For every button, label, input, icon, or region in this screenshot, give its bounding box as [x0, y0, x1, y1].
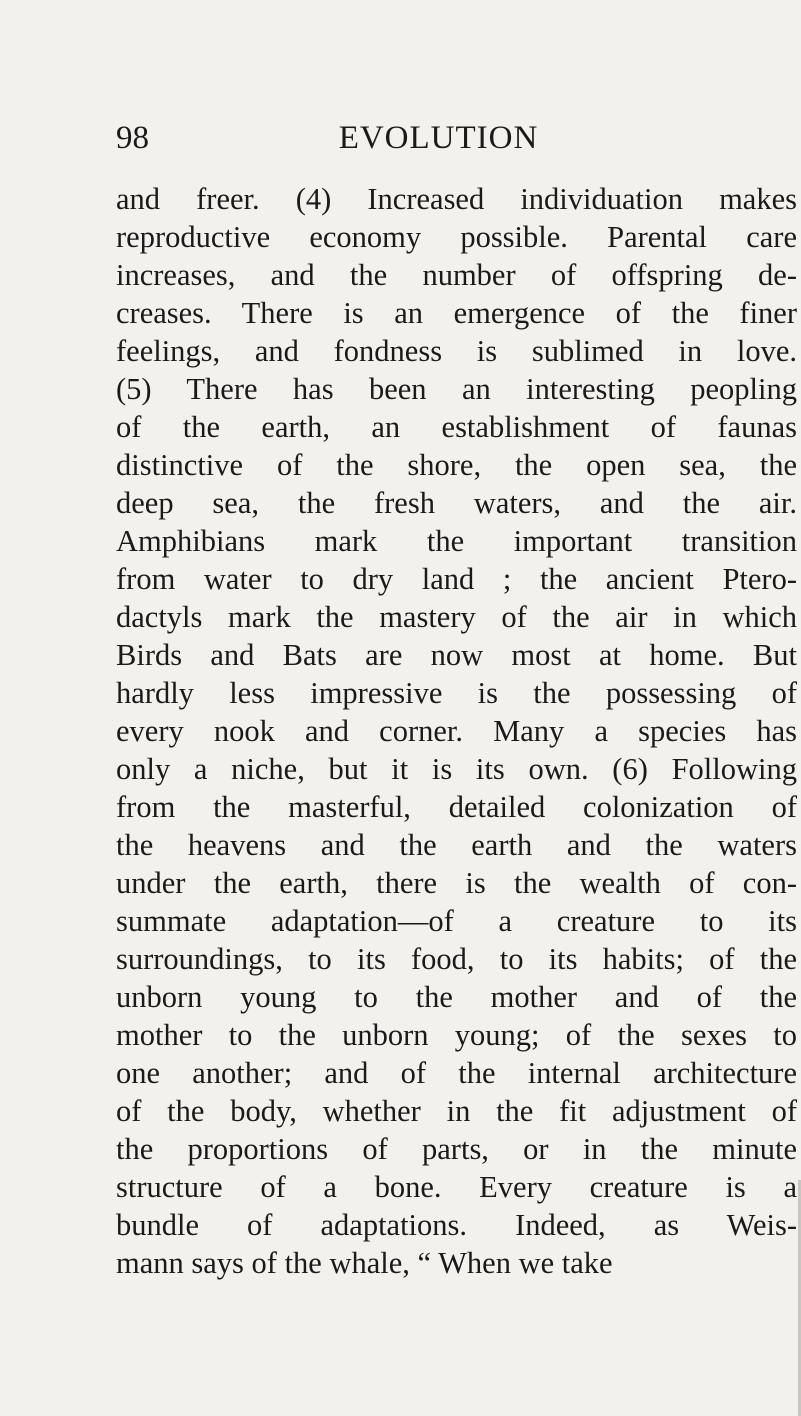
text-line: structure of a bone. Every creature is a: [116, 1170, 797, 1204]
running-head: [116, 118, 761, 158]
text-line: (5) There has been an interesting peopling: [116, 372, 797, 406]
running-title: EVOLUTION: [338, 120, 539, 156]
text-line: Amphibians mark the important transition: [116, 524, 797, 558]
text-line: every nook and corner. Many a species has: [116, 714, 797, 748]
text-line: only a niche, but it is its own. (6) Following: [116, 752, 797, 786]
text-line: of the earth, an establishment of faunas: [116, 410, 797, 444]
text-line: summate adaptation—of a creature to its: [116, 904, 797, 938]
text-line: surroundings, to its food, to its habits; of the: [116, 942, 797, 976]
page-number: 98: [116, 120, 149, 156]
body-paragraph: [116, 180, 797, 1282]
text-line: of the body, whether in the fit adjustment of: [116, 1094, 797, 1128]
text-line: reproductive economy possible. Parental care: [116, 220, 797, 254]
text-line: mann says of the whale, “ When we take: [116, 1246, 613, 1280]
text-line: increases, and the number of offspring de-: [116, 258, 797, 292]
text-line: Birds and Bats are now most at home. But: [116, 638, 797, 672]
text-line: under the earth, there is the wealth of con-: [116, 866, 797, 900]
text-line: the proportions of parts, or in the minute: [116, 1132, 797, 1166]
text-line: from the masterful, detailed colonization of: [116, 790, 797, 824]
text-line: unborn young to the mother and of the: [116, 980, 797, 1014]
text-line: the heavens and the earth and the waters: [116, 828, 797, 862]
text-line: mother to the unborn young; of the sexes to: [116, 1018, 797, 1052]
text-line: distinctive of the shore, the open sea, the: [116, 448, 797, 482]
text-line: and freer. (4) Increased individuation makes: [116, 182, 797, 216]
text-line: creases. There is an emergence of the finer: [116, 296, 797, 330]
text-line: from water to dry land ; the ancient Ptero-: [116, 562, 797, 596]
text-line: hardly less impressive is the possessing of: [116, 676, 797, 710]
text-line: one another; and of the internal architecture: [116, 1056, 797, 1090]
text-line: deep sea, the fresh waters, and the air.: [116, 486, 797, 520]
text-line: dactyls mark the mastery of the air in which: [116, 600, 797, 634]
text-line: bundle of adaptations. Indeed, as Weis-: [116, 1208, 797, 1242]
text-line: feelings, and fondness is sublimed in love.: [116, 334, 797, 368]
